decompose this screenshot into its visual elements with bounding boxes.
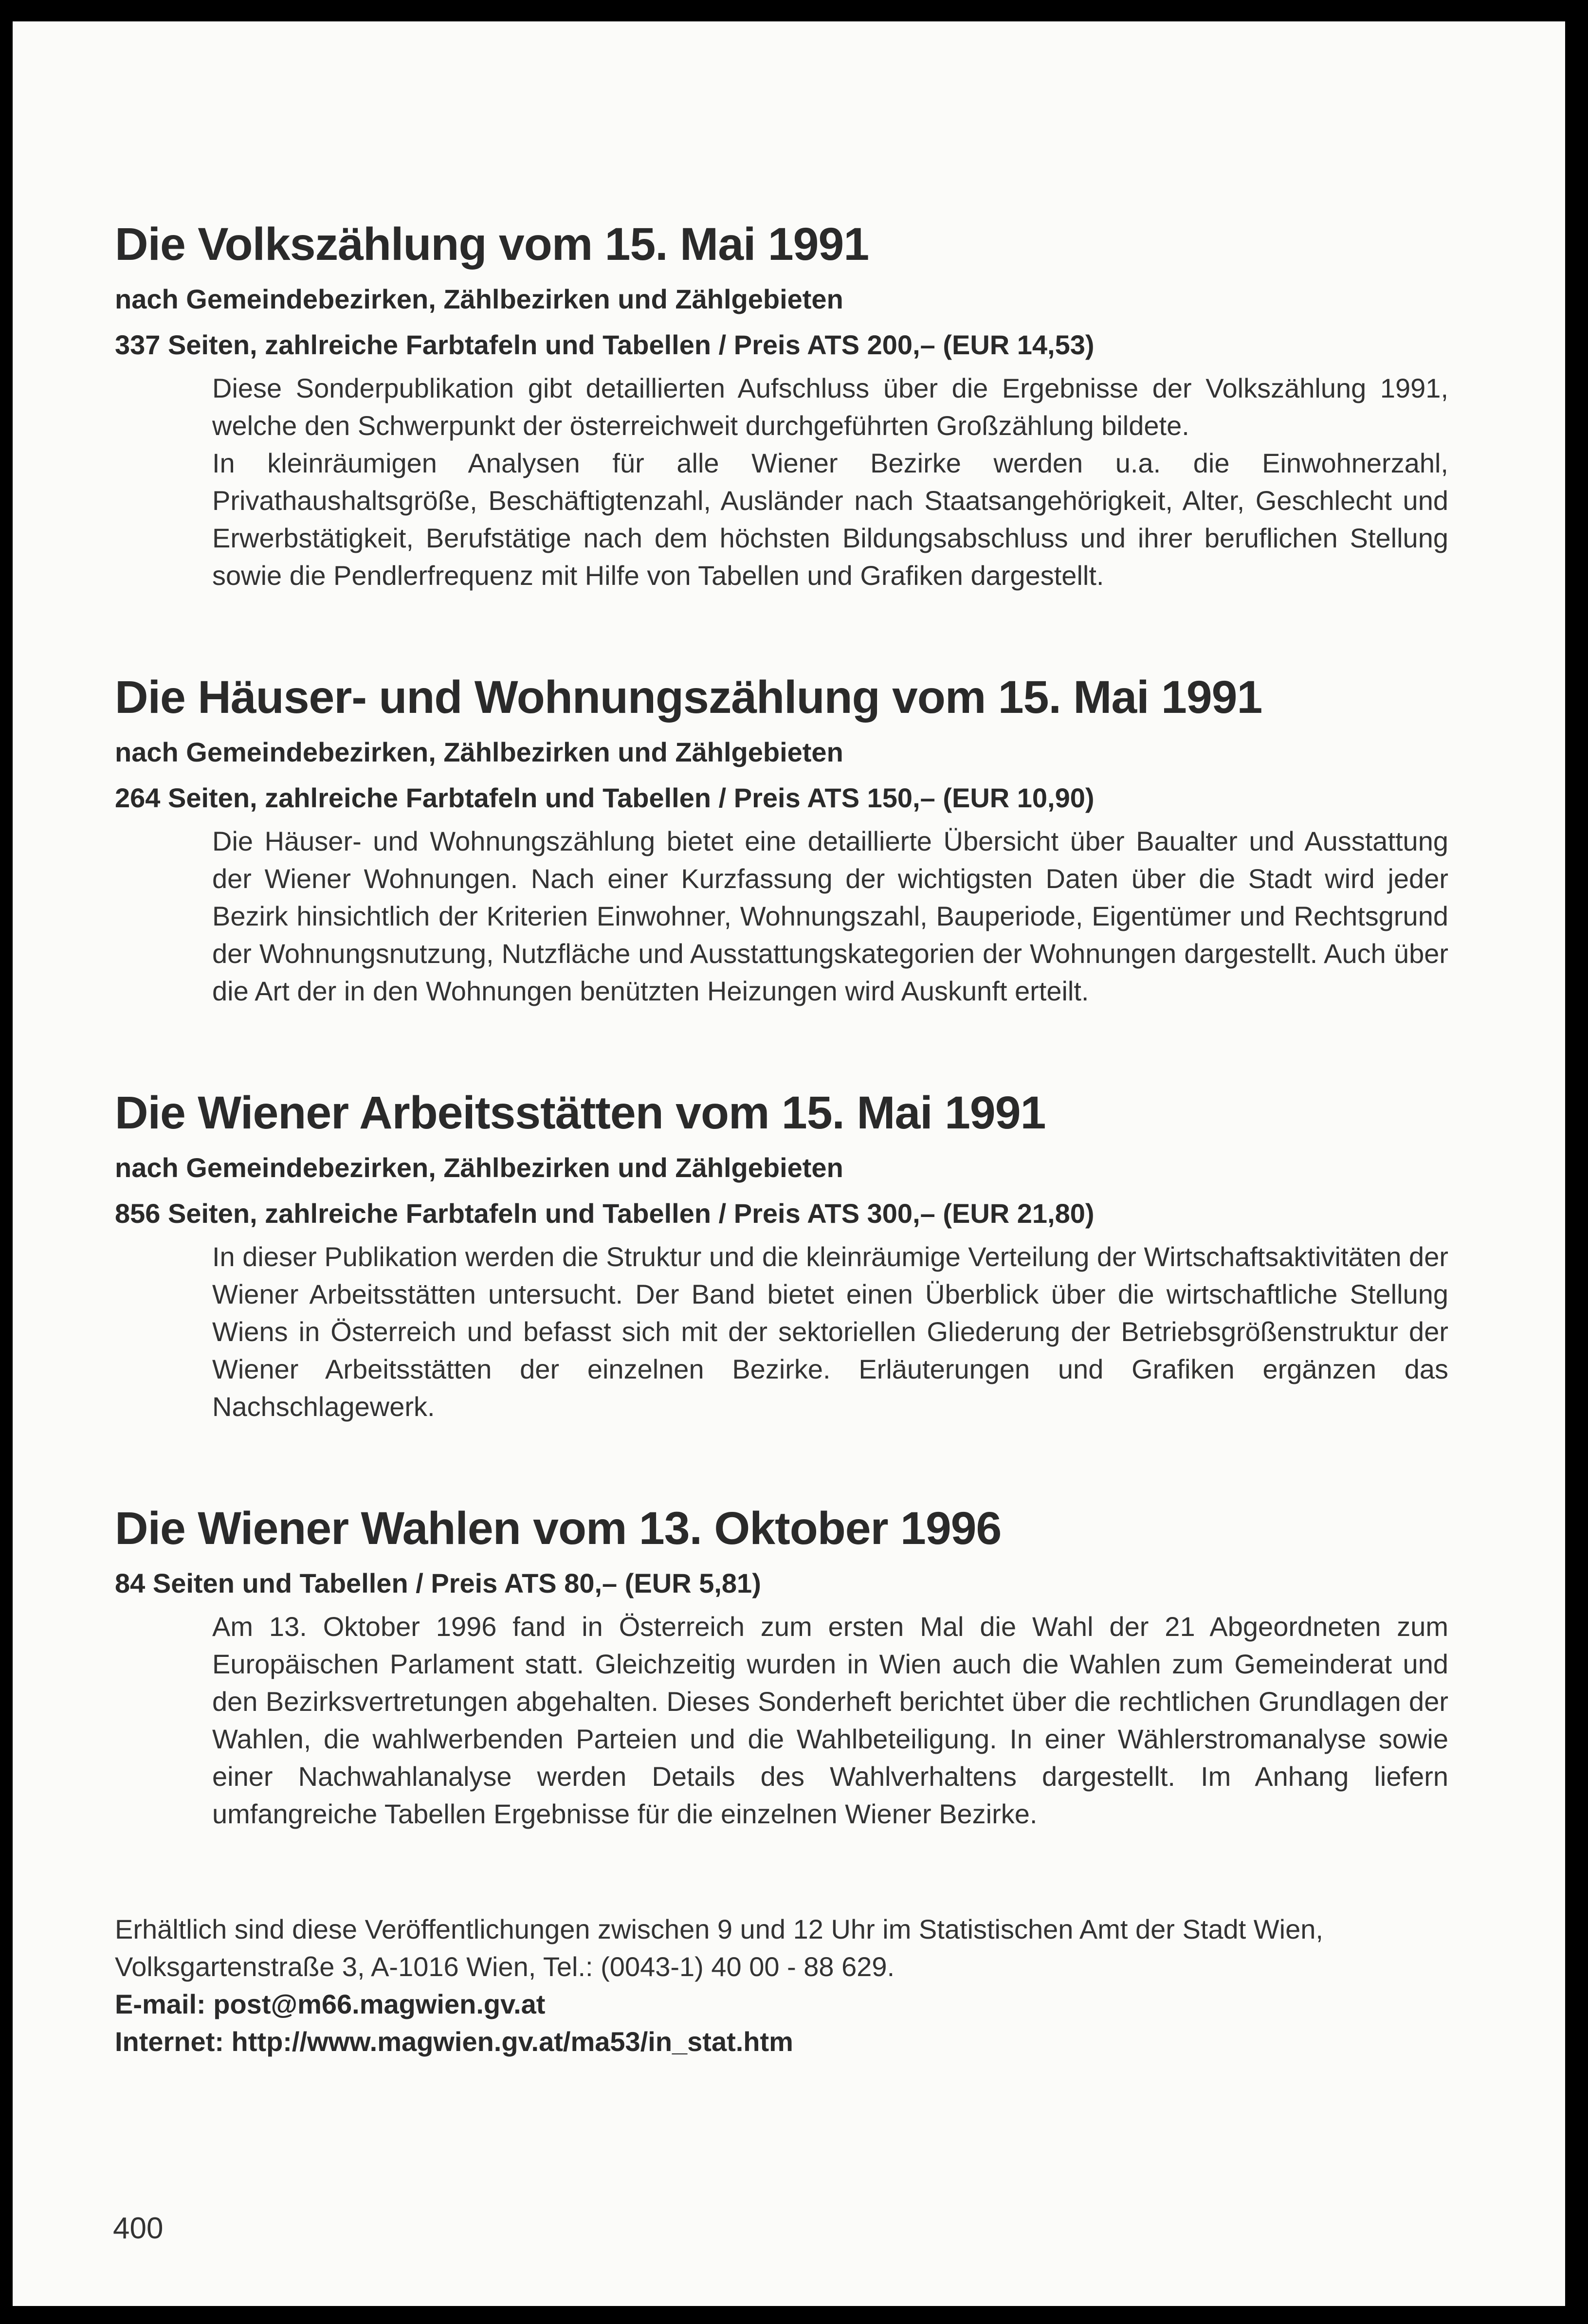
entry-title: Die Volkszählung vom 15. Mai 1991 (115, 218, 869, 270)
document-page (13, 21, 1565, 2306)
entry-description (115, 1238, 1448, 1425)
description-paragraph: Diese Sonderpublikation gibt detaillierten Aufschluss über die Ergebnisse der Volkszählung 1991, welche den Schwerpunkt der österreichweit durchgeführten Großzählung bildete. (212, 373, 1448, 441)
publication-entry (115, 1498, 1448, 1833)
description-paragraph: Am 13. Oktober 1996 fand in Österreich zum ersten Mal die Wahl der 21 Abgeordneten zum Europäischen Parlament statt. Gleichzeitig wurden in Wien auch die Wahlen zum Gemeinderat und den Bezirksvertretungen abgehalten. Dieses Sonderheft berichtet über die rechtlichen Grundlagen der Wahlen, die wahlwerbenden Parteien und die Wahlbeteiligung. In einer Wählerstromanalyse sowie einer Nachwahlanalyse werden Details des Wahlverhaltens dargestellt. Im Anhang liefern umfangreiche Tabellen Ergebnisse für die einzelnen Wiener Bezirke. (212, 1611, 1448, 1829)
entry-price-line: 264 Seiten, zahlreiche Farbtafeln und Tabellen / Preis ATS 150,– (EUR 10,90) (115, 782, 1095, 813)
entry-price-line: 84 Seiten und Tabellen / Preis ATS 80,– (EUR 5,81) (115, 1568, 761, 1598)
availability-text: Erhältlich sind diese Veröffentlichungen zwischen 9 und 12 Uhr im Statistischen Amt der Stadt Wien, (115, 1914, 1323, 1944)
entry-subtitle: nach Gemeindebezirken, Zählbezirken und Zählgebieten (115, 737, 843, 767)
entry-title: Die Wiener Wahlen vom 13. Oktober 1996 (115, 1503, 1002, 1554)
entry-description (115, 1608, 1448, 1833)
entry-title: Die Wiener Arbeitsstätten vom 15. Mai 1991 (115, 1087, 1046, 1139)
description-paragraph: In dieser Publikation werden die Struktur und die kleinräumige Verteilung der Wirtschaftsaktivitäten der Wiener Arbeitsstätten untersucht. Der Band bietet einen Überblick über die wirtschaftliche Stellung Wiens in Österreich und befasst sich mit der sektoriellen Gliederung der Betriebsgrößenstruktur der Wiener Arbeitsstätten der einzelnen Bezirke. Erläuterungen und Grafiken ergänzen das Nachschlagewerk. (212, 1241, 1448, 1422)
publication-entry (115, 1083, 1448, 1425)
publication-entry (115, 214, 1448, 594)
address-text: Volksgartenstraße 3, A-1016 Wien, Tel.: (0043-1) 40 00 - 88 629. (115, 1951, 895, 1982)
contact-info (115, 1910, 1448, 2060)
publication-entry (115, 667, 1448, 1010)
entry-subtitle: nach Gemeindebezirken, Zählbezirken und Zählgebieten (115, 284, 843, 314)
description-paragraph: In kleinräumigen Analysen für alle Wiener Bezirke werden u.a. die Einwohnerzahl, Privathaushaltsgröße, Beschäftigtenzahl, Ausländer nach Staatsangehörigkeit, Alter, Geschlecht und Erwerbstätigkeit, Berufstätige nach dem höchsten Bildungsabschluss und ihrer beruflichen Stellung sowie die Pendlerfrequenz mit Hilfe von Tabellen und Grafiken dargestellt. (212, 448, 1448, 591)
entry-price-line: 337 Seiten, zahlreiche Farbtafeln und Tabellen / Preis ATS 200,– (EUR 14,53) (115, 329, 1095, 360)
entry-description (115, 369, 1448, 594)
entry-title: Die Häuser- und Wohnungszählung vom 15. Mai 1991 (115, 672, 1262, 723)
entry-subtitle: nach Gemeindebezirken, Zählbezirken und Zählgebieten (115, 1152, 843, 1183)
entry-price-line: 856 Seiten, zahlreiche Farbtafeln und Tabellen / Preis ATS 300,– (EUR 21,80) (115, 1198, 1095, 1229)
description-paragraph: Die Häuser- und Wohnungszählung bietet eine detaillierte Übersicht über Baualter und Ausstattung der Wiener Wohnungen. Nach einer Kurzfassung der wichtigsten Daten über die Stadt wird jeder Bezirk hinsichtlich der Kriterien Einwohner, Wohnungszahl, Bauperiode, Eigentümer und Rechtsgrund der Wohnungsnutzung, Nutzfläche und Ausstattungskategorien der Wohnungen dargestellt. Auch über die Art der in den Wohnungen benützten Heizungen wird Auskunft erteilt. (212, 826, 1448, 1006)
email-line: E-mail: post@m66.magwien.gv.at (115, 1989, 546, 2019)
entry-description (115, 822, 1448, 1010)
internet-line: Internet: http://www.magwien.gv.at/ma53/in_stat.htm (115, 2026, 793, 2057)
page-number: 400 (113, 2212, 164, 2245)
publication-list (115, 214, 1448, 2060)
